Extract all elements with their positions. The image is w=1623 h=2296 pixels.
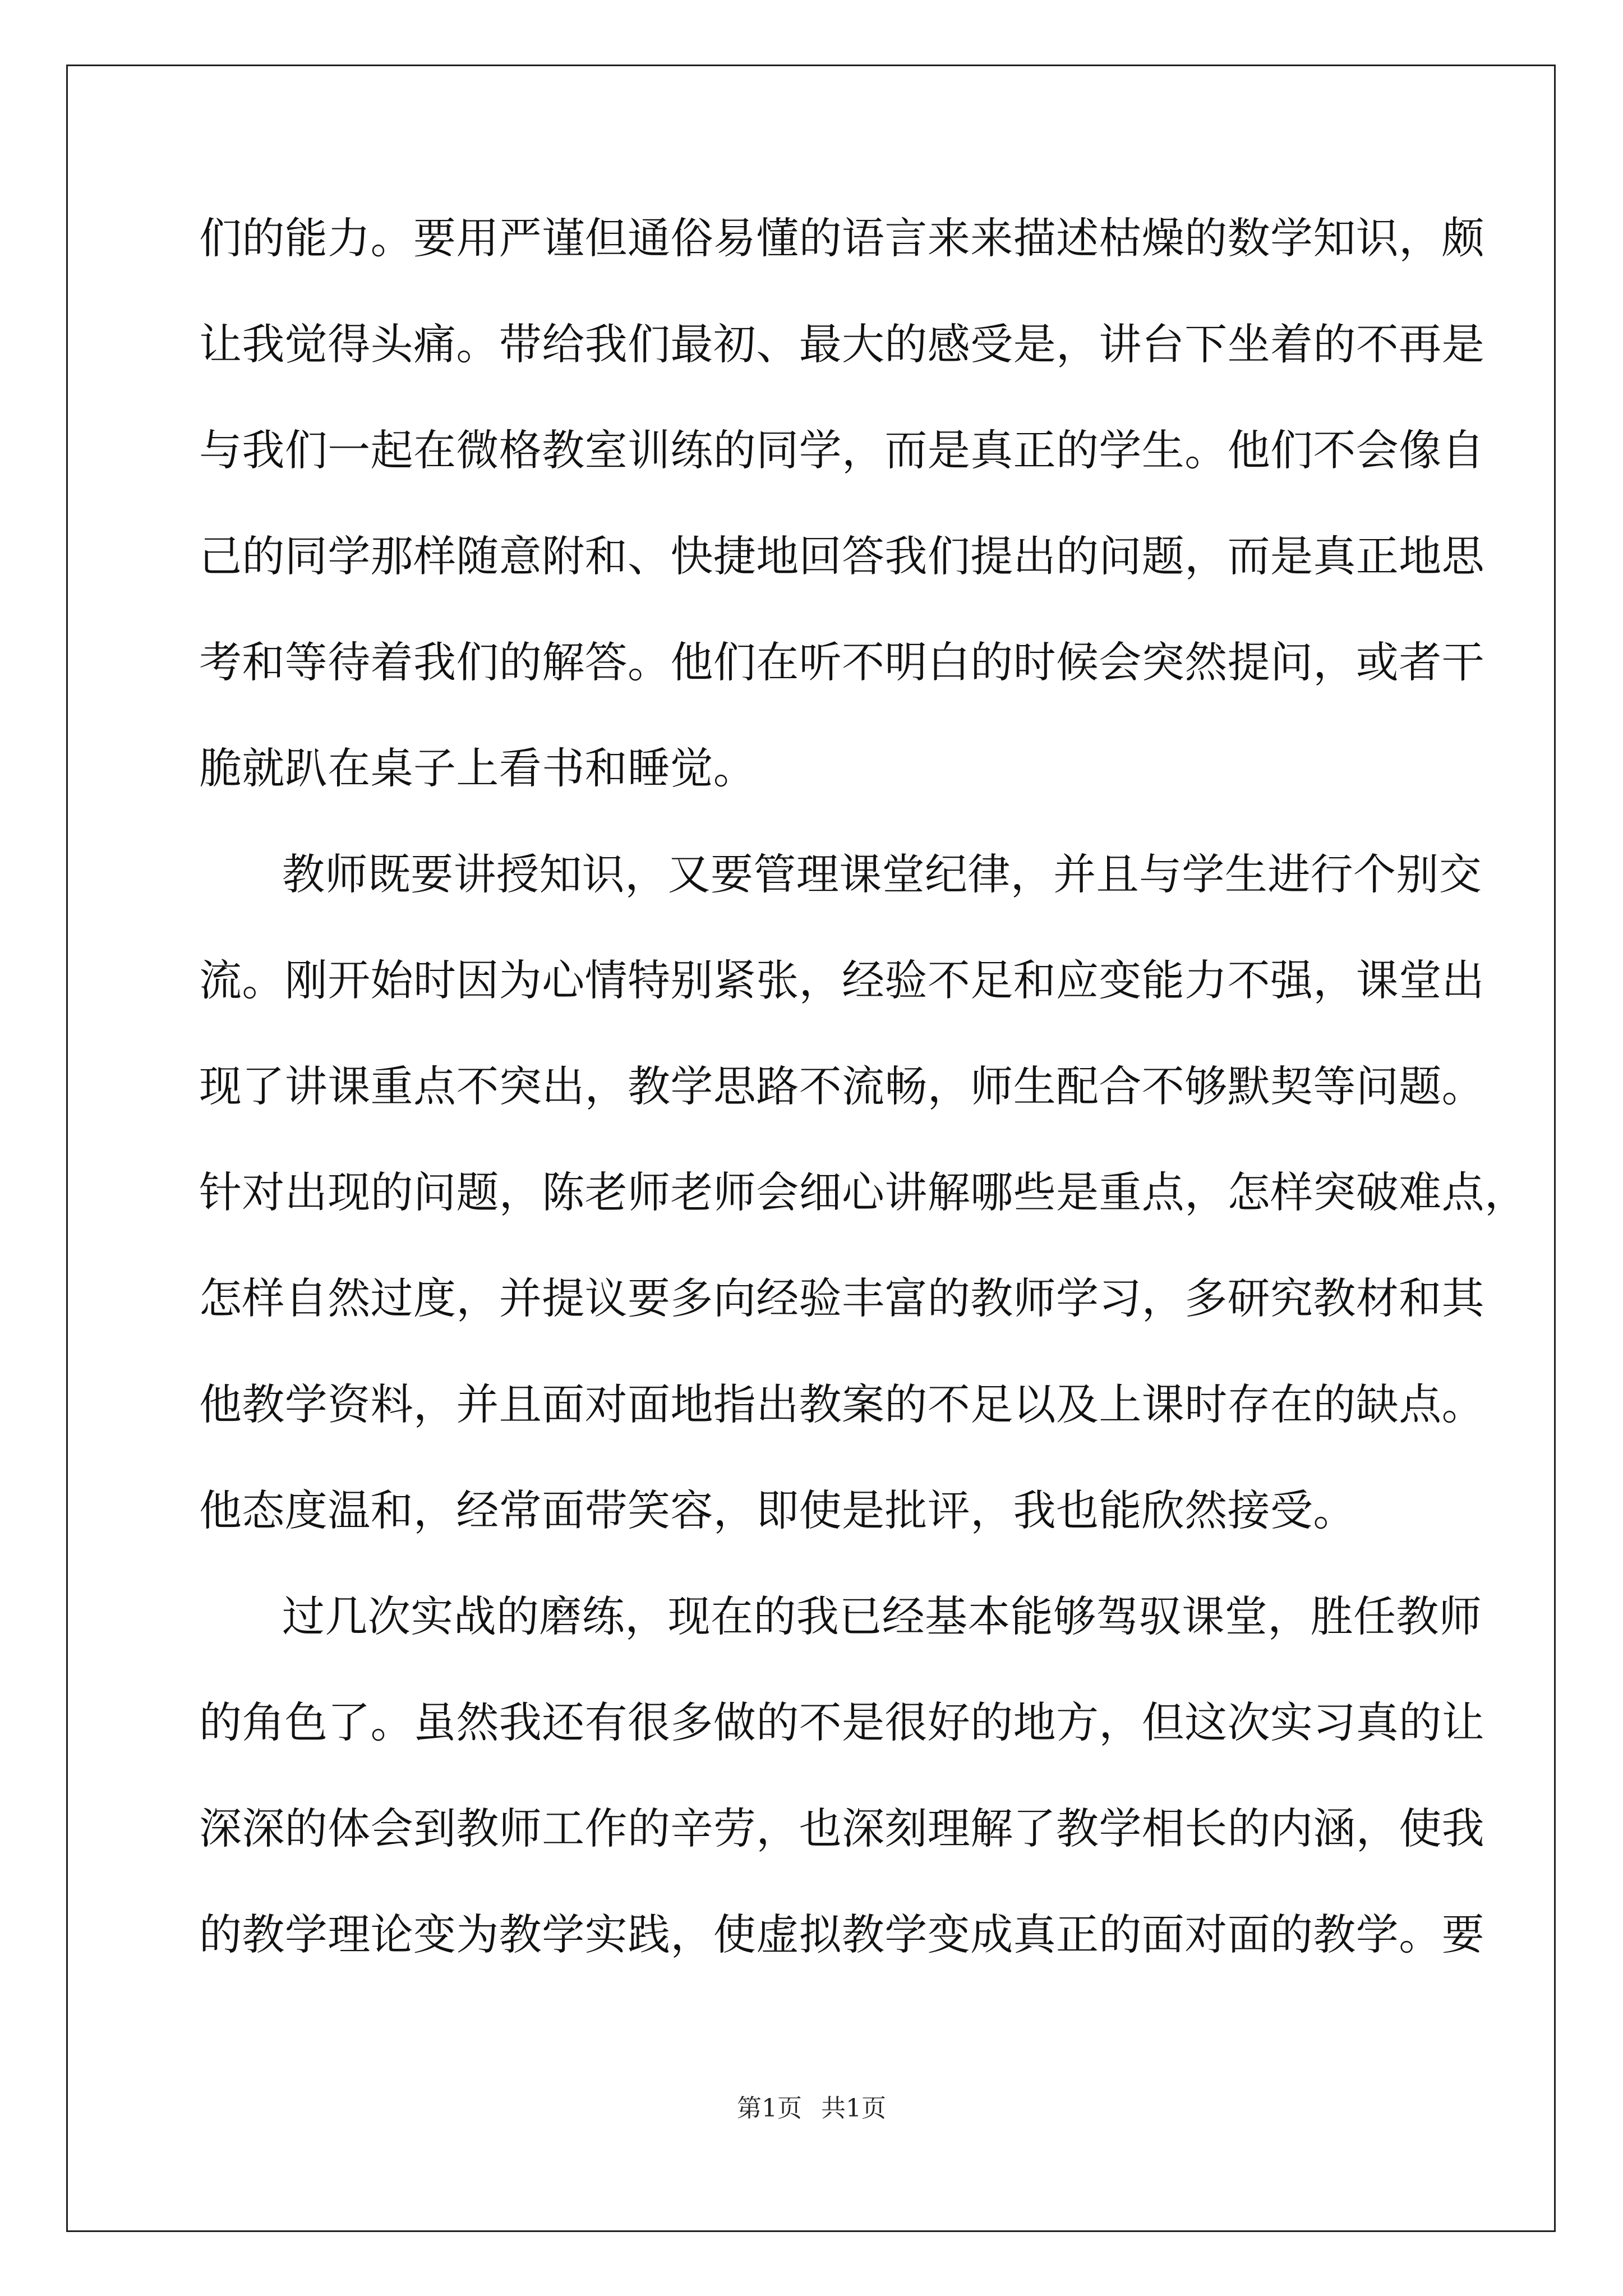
document-body bbox=[199, 210, 1528, 2013]
text-line: 他态度温和，经常面带笑容，即使是批评，我也能欣然接受。 bbox=[199, 1485, 1356, 1535]
text-line: 脆就趴在桌子上看书和睡觉。 bbox=[199, 743, 757, 793]
text-line: 针对出现的问题，陈老师老师会细心讲解哪些是重点，怎样突破难点， bbox=[199, 1167, 1528, 1217]
text-line: 己的同学那样随意附和、快捷地回答我们提出的问题，而是真正地思 bbox=[199, 531, 1484, 581]
text-line: 怎样自然过度，并提议要多向经验丰富的教师学习，多研究教材和其 bbox=[199, 1273, 1484, 1323]
text-line: 他教学资料，并且面对面地指出教案的不足以及上课时存在的缺点。 bbox=[199, 1379, 1484, 1429]
page-total: 共1页 bbox=[821, 2094, 886, 2123]
text-line: 的教学理论变为教学实践，使虚拟教学变成真正的面对面的教学。要 bbox=[199, 1910, 1484, 1959]
text-line: 现了讲课重点不突出，教学思路不流畅，师生配合不够默契等问题。 bbox=[199, 1061, 1484, 1111]
text-line: 流。刚开始时因为心情特别紧张，经验不足和应变能力不强，课堂出 bbox=[199, 955, 1484, 1005]
text-line: 深深的体会到教师工作的辛劳，也深刻理解了教学相长的内涵，使我 bbox=[199, 1803, 1484, 1853]
text-line: 过几次实战的磨练，现在的我已经基本能够驾驭课堂，胜任教师 bbox=[282, 1591, 1482, 1641]
text-line: 教师既要讲授知识，又要管理课堂纪律，并且与学生进行个别交 bbox=[282, 849, 1482, 899]
text-line: 与我们一起在微格教室训练的同学，而是真正的学生。他们不会像自 bbox=[199, 425, 1484, 475]
text-line: 们的能力。要用严谨但通俗易懂的语言来来描述枯燥的数学知识，颇 bbox=[199, 213, 1484, 263]
page-number: 第1页 bbox=[737, 2094, 802, 2123]
text-line: 考和等待着我们的解答。他们在听不明白的时候会突然提问，或者干 bbox=[199, 637, 1484, 687]
page-footer bbox=[0, 2088, 1623, 2124]
text-line: 让我觉得头痛。带给我们最初、最大的感受是，讲台下坐着的不再是 bbox=[199, 319, 1484, 369]
text-line: 的角色了。虽然我还有很多做的不是很好的地方，但这次实习真的让 bbox=[199, 1697, 1484, 1747]
